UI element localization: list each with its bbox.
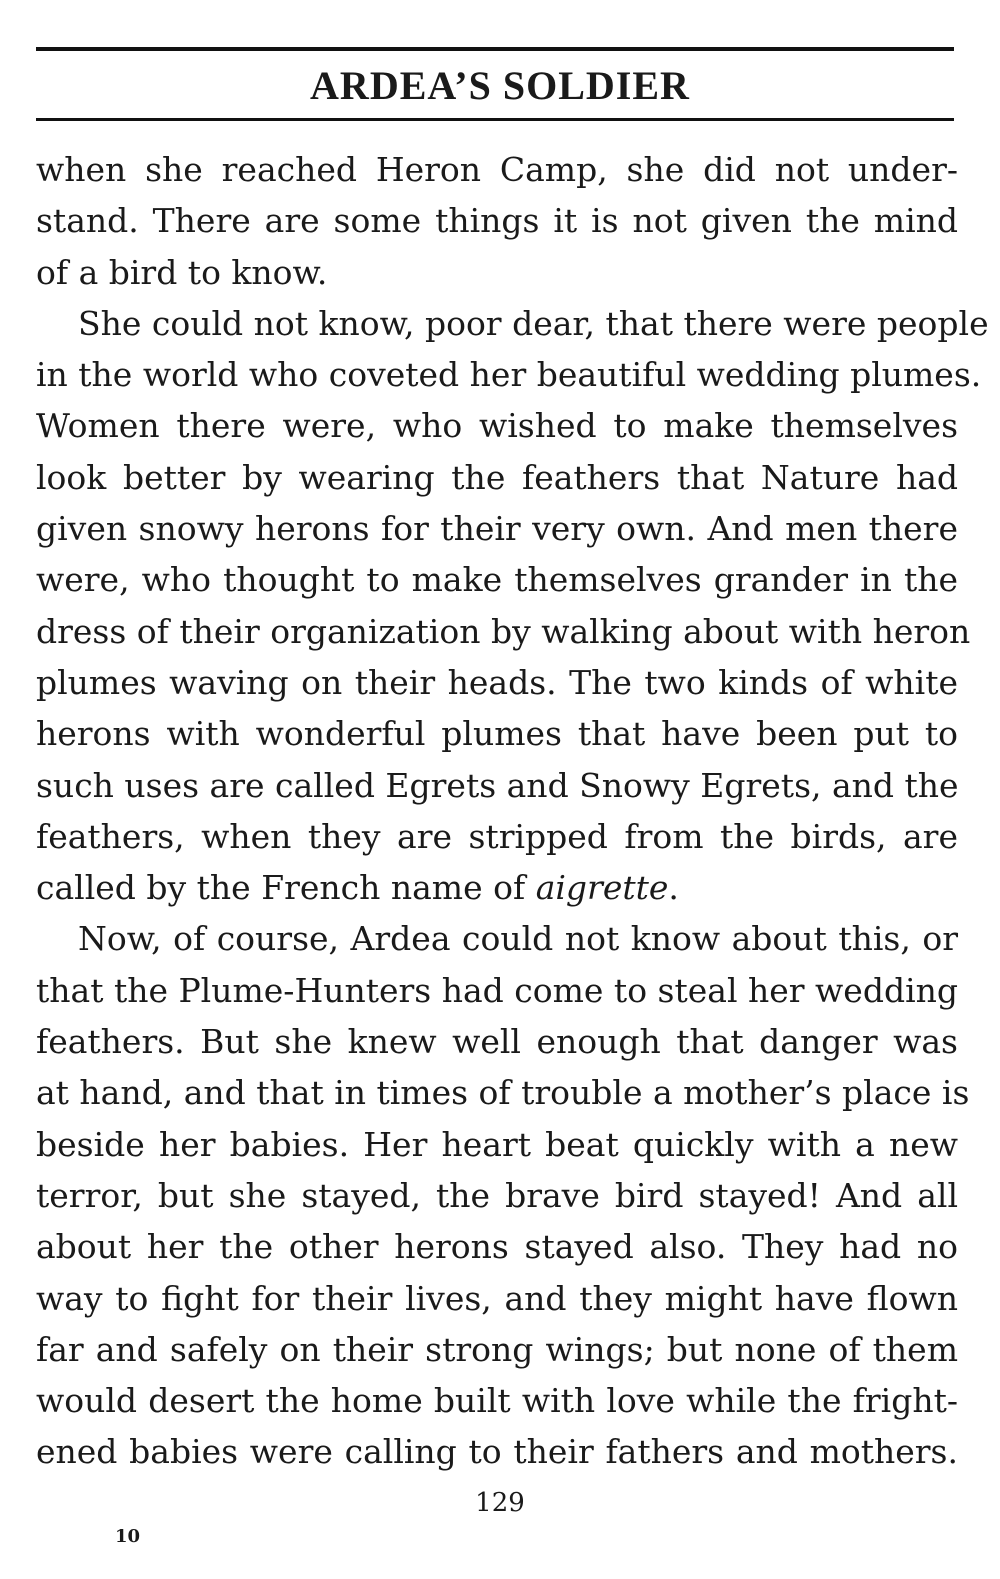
italic-term: aigrette xyxy=(535,868,669,908)
text-line: beside her babies. Her heart beat quickly with a new xyxy=(36,1124,958,1164)
text-line: about her the other herons stayed also. They had no xyxy=(36,1227,958,1267)
text-line: given snowy herons for their very own. And men there xyxy=(36,509,958,549)
text-line: when she reached Heron Camp, she did not under- xyxy=(36,150,958,189)
text-line-with-italic xyxy=(36,862,958,913)
running-head: ARDEA’S SOLDIER xyxy=(310,63,690,108)
text-line: would desert the home built with love while the fright- xyxy=(36,1381,958,1421)
text-line: at hand, and that in times of trouble a mother’s place is xyxy=(36,1073,970,1113)
text-line: herons with wonderful plumes that have been put to xyxy=(36,714,958,754)
text-line: of a bird to know. xyxy=(36,252,328,292)
text-line: She could not know, poor dear, that there were people xyxy=(78,303,989,343)
page-number: 129 xyxy=(475,1488,525,1518)
text-line: Now, of course, Ardea could not know about this, or xyxy=(78,919,958,959)
text-fragment: . xyxy=(668,868,679,908)
body-text xyxy=(36,144,989,1478)
text-line: way to fight for their lives, and they might have flown xyxy=(36,1278,958,1318)
text-line: dress of their organization by walking about with heron xyxy=(36,611,971,651)
text-line: far and safely on their strong wings; but none of them xyxy=(36,1329,958,1369)
text-line: such uses are called Egrets and Snowy Egrets, and the xyxy=(36,765,959,805)
header-rule-top xyxy=(36,47,954,51)
text-line: feathers. But she knew well enough that danger was xyxy=(36,1022,958,1062)
text-line: Women there were, who wished to make themselves xyxy=(36,406,958,446)
text-line: plumes waving on their heads. The two kinds of white xyxy=(36,662,958,702)
text-line: that the Plume-Hunters had come to steal her wedding xyxy=(36,970,959,1010)
header-rule-bottom xyxy=(36,118,954,121)
text-line: ened babies were calling to their fathers and mothers. xyxy=(36,1432,958,1472)
text-line: feathers, when they are stripped from the birds, are xyxy=(36,816,958,856)
text-line: look better by wearing the feathers that Nature had xyxy=(36,457,958,497)
signature-mark: 10 xyxy=(115,1526,141,1547)
text-fragment: called by the French name of xyxy=(36,868,526,908)
text-line: were, who thought to make themselves grander in the xyxy=(36,560,958,600)
text-line: stand. There are some things it is not given the mind xyxy=(36,201,958,241)
text-line: terror, but she stayed, the brave bird stayed! And all xyxy=(36,1175,958,1215)
text-line: in the world who coveted her beautiful wedding plumes. xyxy=(36,355,982,395)
